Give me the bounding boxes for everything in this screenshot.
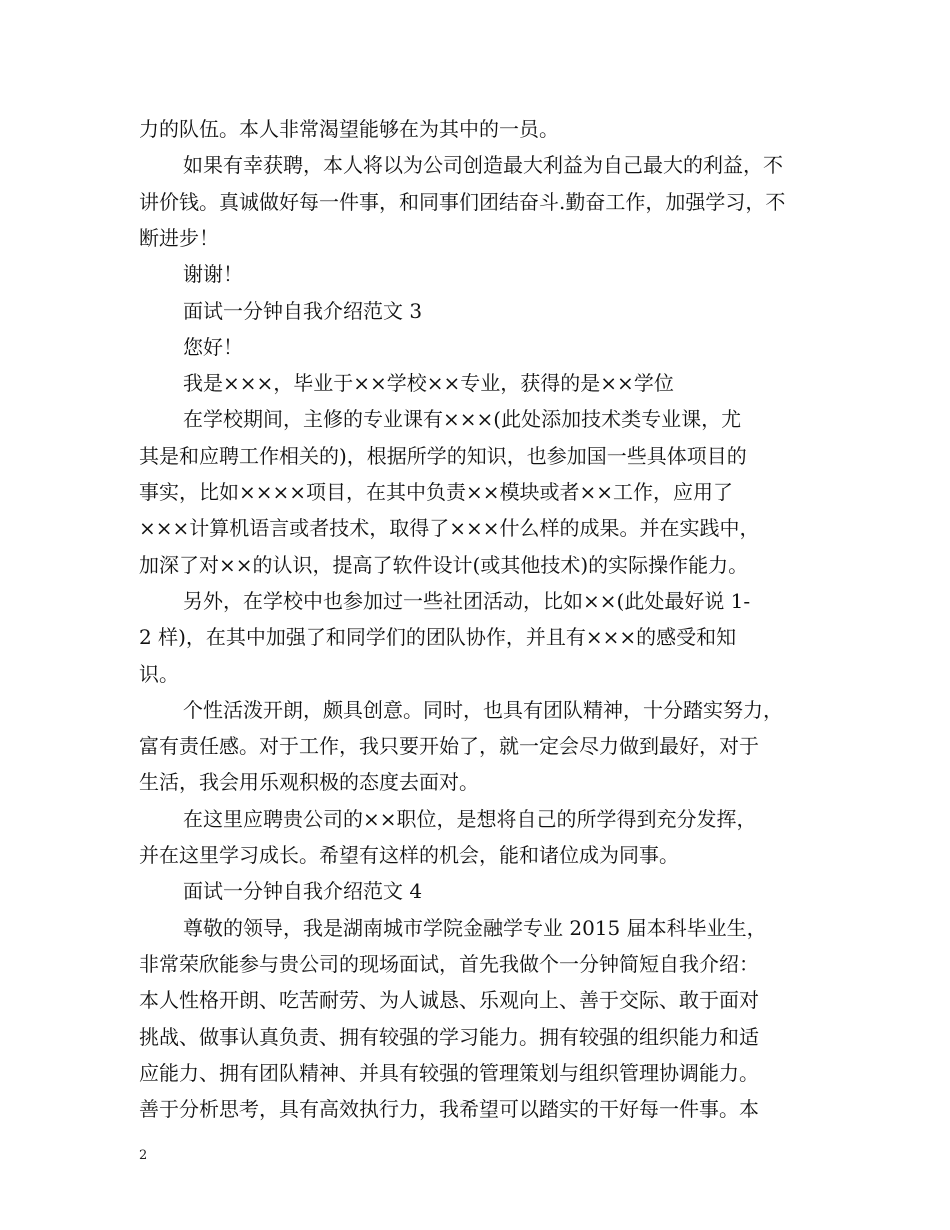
text-line: 善于分析思考，具有高效执行力，我希望可以踏实的干好每一件事。本: [139, 1097, 759, 1121]
text-line: 断进步！: [139, 226, 219, 250]
text-line: 面试一分钟自我介绍范文 4: [183, 879, 423, 903]
text-line: 在学校期间，主修的专业课有×××(此处添加技术类专业课，尤: [183, 407, 742, 431]
text-line: 并在这里学习成长。希望有这样的机会，能和诸位成为同事。: [139, 843, 679, 867]
text-line: 我是×××，毕业于××学校××专业，获得的是××学位: [183, 371, 674, 395]
text-line: 力的队伍。本人非常渴望能够在为其中的一员。: [139, 117, 559, 141]
text-line: 挑战、做事认真负责、拥有较强的学习能力。拥有较强的组织能力和适: [139, 1025, 759, 1049]
text-line: 2 样)，在其中加强了和同学们的团队协作，并且有×××的感受和知: [139, 625, 737, 649]
text-line: 应能力、拥有团队精神、并具有较强的管理策划与组织管理协调能力。: [139, 1061, 759, 1085]
text-line: 本人性格开朗、吃苦耐劳、为人诚恳、乐观向上、善于交际、敢于面对: [139, 988, 759, 1012]
text-line: 非常荣欣能参与贵公司的现场面试，首先我做个一分钟简短自我介绍：: [139, 952, 759, 976]
text-line: 谢谢！: [183, 262, 243, 286]
page-number: 2: [139, 1148, 148, 1163]
text-line: 个性活泼开朗，颇具创意。同时，也具有团队精神，十分踏实努力，: [183, 698, 783, 722]
text-line: 您好！: [183, 335, 243, 359]
text-line: 在这里应聘贵公司的××职位，是想将自己的所学得到充分发挥，: [183, 807, 757, 831]
text-line: 另外，在学校中也参加过一些社团活动，比如××(此处最好说 1-: [183, 589, 751, 613]
text-line: 事实，比如××××项目，在其中负责××模块或者××工作，应用了: [139, 480, 734, 504]
text-line: 加深了对××的认识，提高了软件设计(或其他技术)的实际操作能力。: [139, 553, 749, 577]
text-line: 识。: [139, 662, 179, 686]
text-line: 其是和应聘工作相关的)，根据所学的知识，也参加国一些具体项目的: [139, 444, 747, 468]
text-line: 面试一分钟自我介绍范文 3: [183, 299, 423, 323]
text-line: 讲价钱。真诚做好每一件事，和同事们团结奋斗.勤奋工作，加强学习，不: [139, 190, 786, 214]
text-line: 如果有幸获聘，本人将以为公司创造最大利益为自己最大的利益，不: [183, 153, 783, 177]
text-line: 富有责任感。对于工作，我只要开始了，就一定会尽力做到最好，对于: [139, 734, 759, 758]
text-line: 生活，我会用乐观积极的态度去面对。: [139, 770, 479, 794]
text-line: 尊敬的领导，我是湖南城市学院金融学专业 2015 届本科毕业生，: [183, 916, 767, 940]
text-line: ×××计算机语言或者技术，取得了×××什么样的成果。并在实践中，: [139, 516, 760, 540]
